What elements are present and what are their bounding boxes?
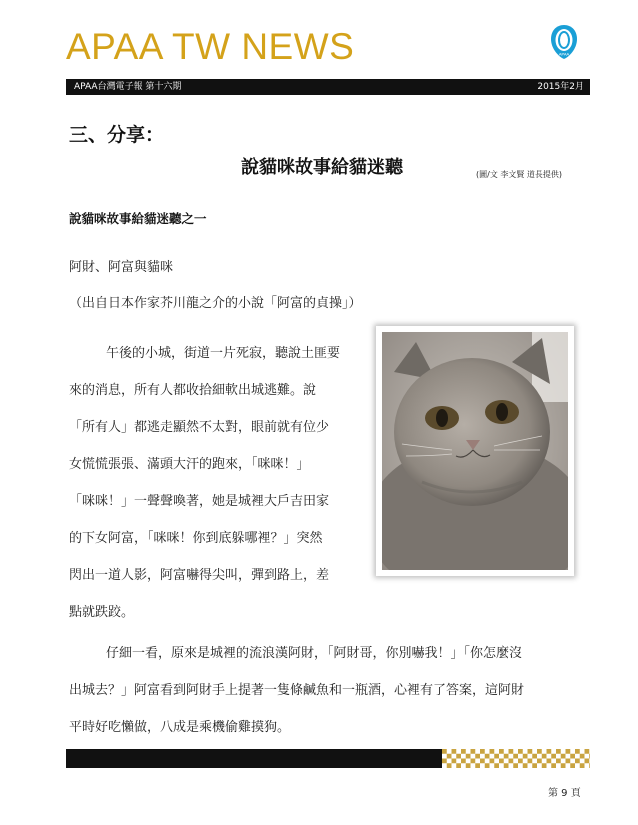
masthead-title: APAA TW NEWS [66, 26, 355, 67]
story-title: 阿財、阿富與貓咪 [69, 260, 174, 275]
paragraph-line: 平時好吃懶做，八成是乘機偷雞摸狗。 [69, 720, 291, 735]
paragraph-line: 點就跌跤。 [69, 605, 135, 620]
paragraph-line: 午後的小城，街道一片死寂，聽說土匪要 [106, 346, 341, 361]
paragraph-line: 來的消息，所有人都收拾細軟出城逃難。說 [69, 383, 317, 398]
article-title: 說貓咪故事給貓迷聽 [241, 157, 403, 178]
paragraph-line: 的下女阿富，「咪咪！你到底躲哪裡？」突然 [69, 531, 323, 546]
article-subtitle: 說貓咪故事給貓迷聽之一 [69, 211, 207, 226]
issue-date: 2015年2月 [537, 82, 584, 92]
paragraph-line: 女慌慌張張、滿頭大汗的跑來，「咪咪！」 [69, 457, 310, 472]
svg-text:APAA: APAA [558, 51, 570, 57]
cat-photo [382, 332, 568, 570]
paragraph-line: 「所有人」都逃走顯然不太對，眼前就有位少 [69, 420, 330, 435]
issue-label: APAA台灣電子報 第十六期 [74, 82, 182, 92]
paragraph-line: 出城去？」阿富看到阿財手上提著一隻條鹹魚和一瓶酒，心裡有了答案，這阿財 [69, 683, 525, 698]
issue-bar [66, 79, 590, 95]
article-credit: (圖/文 李文賢 道長提供) [476, 170, 563, 179]
paragraph-line: 「咪咪！」一聲聲喚著，她是城裡大戶吉田家 [69, 494, 330, 509]
section-heading: 三、分享： [69, 124, 165, 146]
paragraph-line: 閃出一道人影，阿富嚇得尖叫，彈到路上，差 [69, 568, 330, 583]
checker-pattern [442, 749, 590, 768]
source-note: （出自日本作家芥川龍之介的小說「阿富的貞操」） [69, 296, 362, 311]
paragraph-line: 仔細一看，原來是城裡的流浪漢阿財，「阿財哥，你別嚇我！」「你怎麼沒 [106, 646, 523, 661]
apaa-logo-icon [549, 24, 579, 60]
page-number: 第 9 頁 [548, 788, 581, 799]
